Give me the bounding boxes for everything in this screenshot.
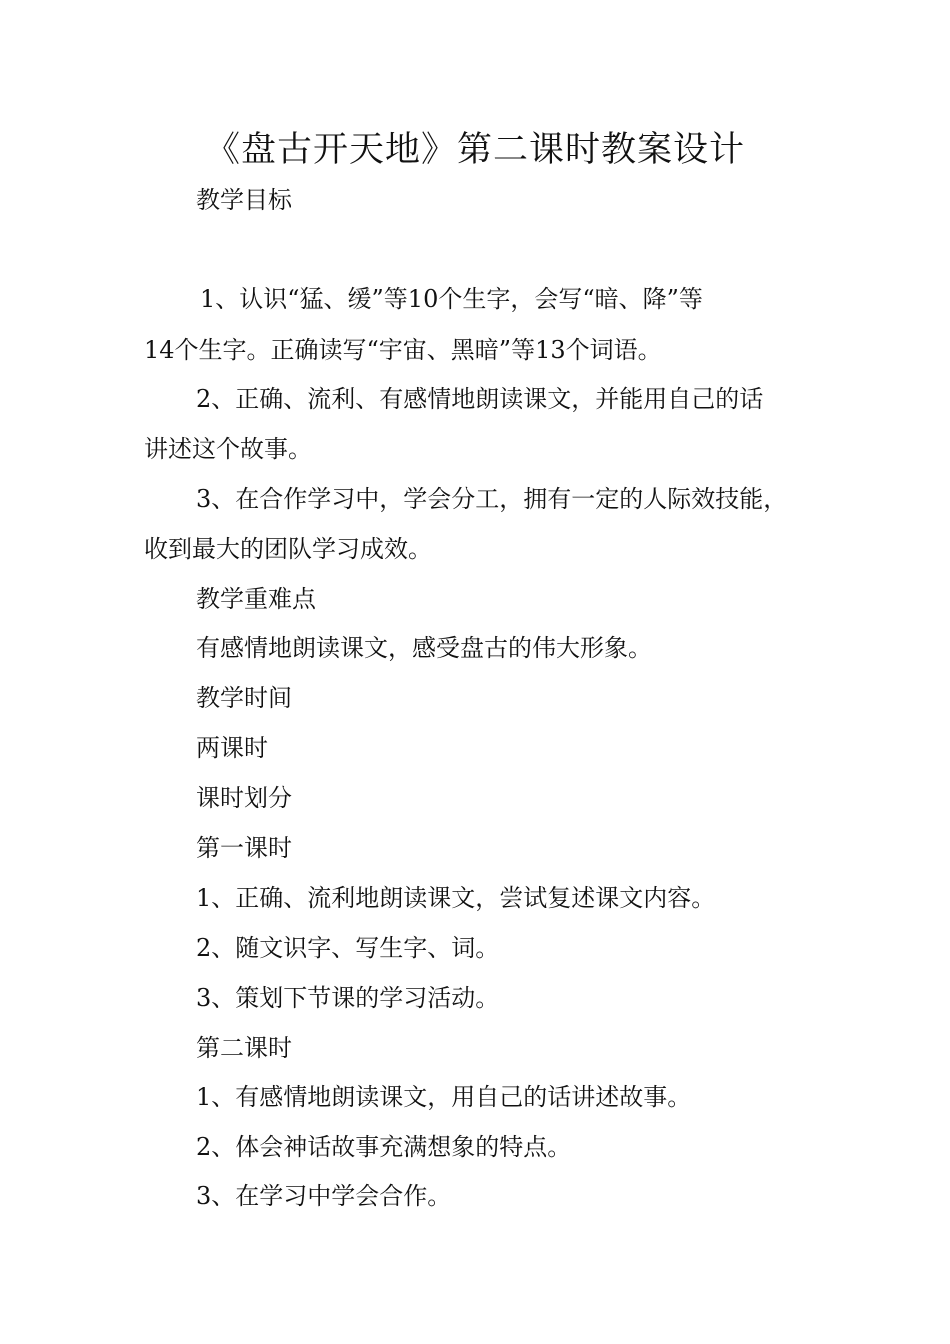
section-heading-objectives: 教学目标 [196, 186, 292, 214]
lesson-1-item-3: 3、策划下节课的学习活动。 [196, 984, 500, 1012]
document-title: 《盘古开天地》第二课时教案设计 [204, 130, 745, 170]
lesson-2-heading: 第二课时 [196, 1034, 292, 1062]
objective-1-line-1: 1、认识“猛、缓”等10个生字，会写“暗、降”等 [200, 285, 703, 313]
lesson-1-item-1: 1、正确、流利地朗读课文，尝试复述课文内容。 [196, 884, 716, 912]
section-heading-time: 教学时间 [196, 684, 292, 712]
objective-3-line-2: 收到最大的团队学习成效。 [144, 535, 432, 563]
lesson-2-item-3: 3、在学习中学会合作。 [196, 1182, 452, 1210]
objective-3-line-1: 3、在合作学习中，学会分工，拥有一定的人际效技能， [196, 485, 788, 513]
time-text: 两课时 [196, 734, 268, 762]
objective-1-line-2: 14个生字。正确读写“宇宙、黑暗”等13个词语。 [144, 336, 662, 364]
section-heading-division: 课时划分 [196, 784, 292, 812]
lesson-2-item-1: 1、有感情地朗读课文，用自己的话讲述故事。 [196, 1083, 692, 1111]
objective-2-line-2: 讲述这个故事。 [144, 435, 312, 463]
key-points-text: 有感情地朗读课文，感受盘古的伟大形象。 [196, 634, 652, 662]
lesson-1-item-2: 2、随文识字、写生字、词。 [196, 934, 500, 962]
lesson-1-heading: 第一课时 [196, 834, 292, 862]
lesson-2-item-2: 2、体会神话故事充满想象的特点。 [196, 1133, 572, 1161]
section-heading-key-points: 教学重难点 [196, 585, 316, 613]
objective-2-line-1: 2、正确、流利、有感情地朗读课文，并能用自己的话 [196, 385, 764, 413]
